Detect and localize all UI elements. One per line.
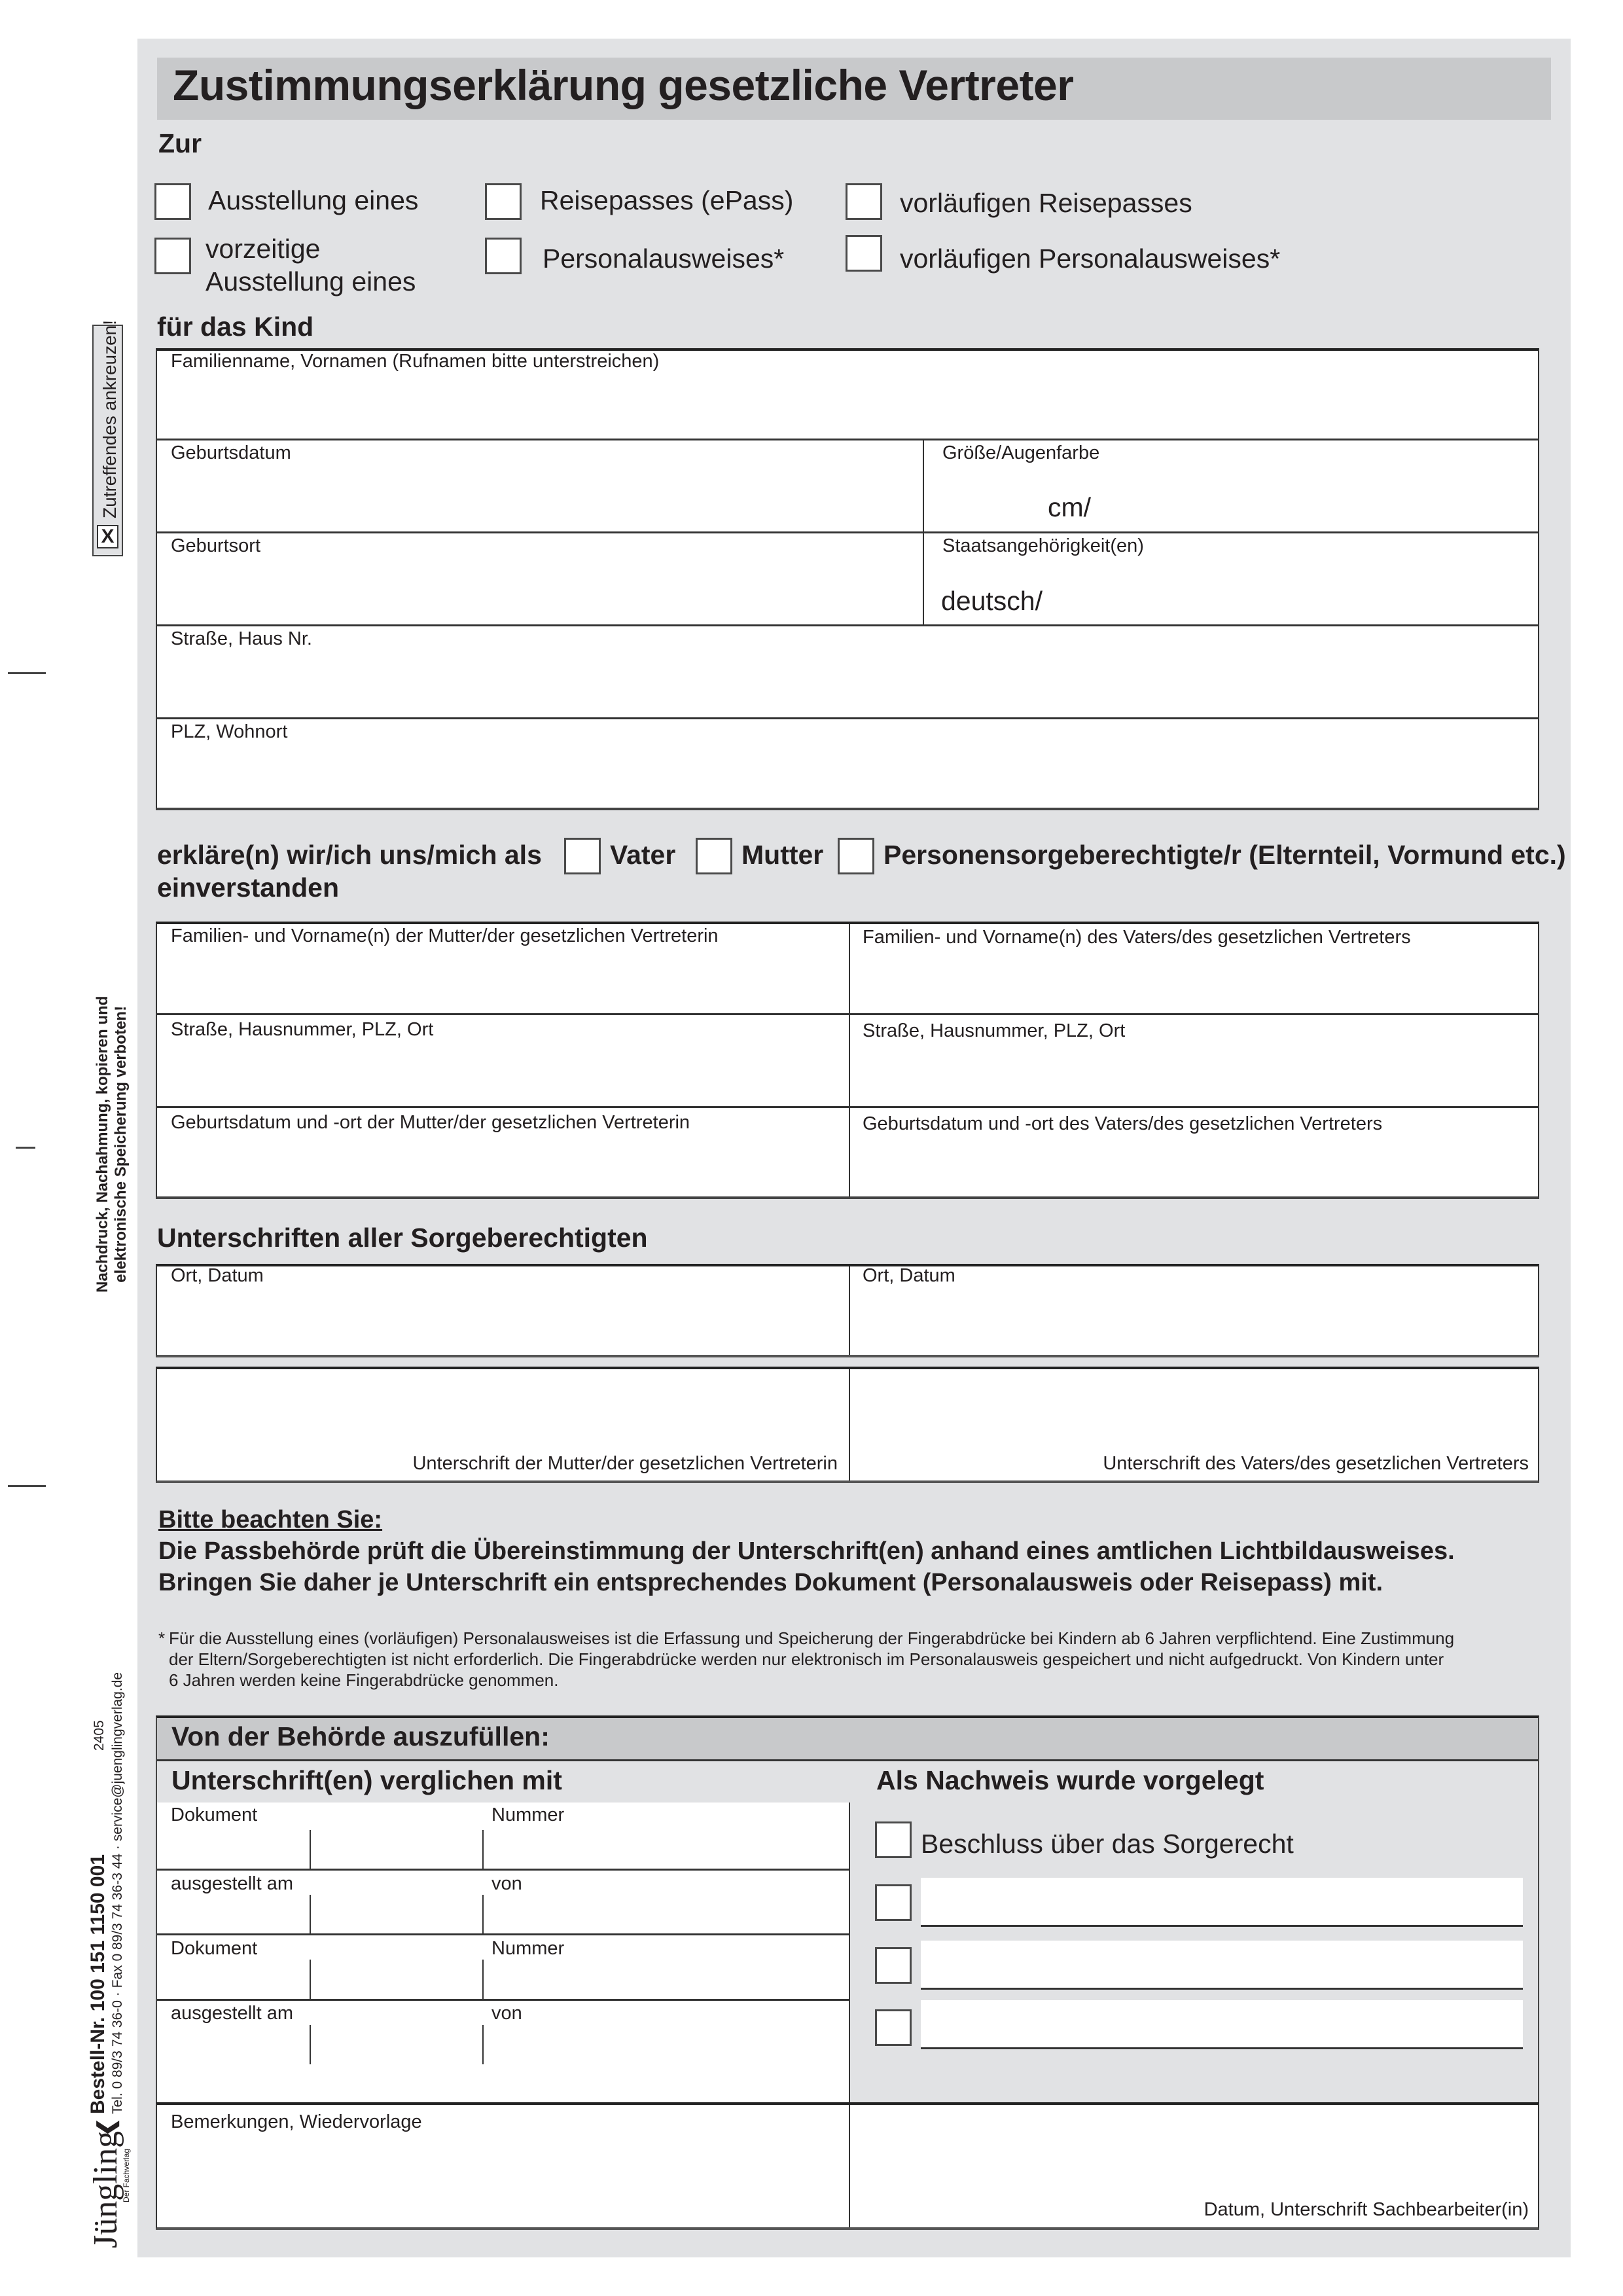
nationality-prefill: deutsch/ bbox=[941, 586, 1043, 616]
issued-by-1-field[interactable] bbox=[484, 1871, 849, 1933]
compared-heading: Unterschrift(en) verglichen mit bbox=[171, 1765, 562, 1795]
order-number: Bestell-Nr. 100 151 1150 001 bbox=[87, 1854, 109, 2114]
field-label: Dokument bbox=[171, 1938, 258, 1959]
copyright-notice bbox=[94, 996, 130, 1293]
field-label: Unterschrift der Mutter/der gesetzlichen Vertreterin bbox=[412, 1453, 838, 1474]
field-label: Bemerkungen, Wiedervorlage bbox=[171, 2111, 422, 2132]
notice-line-2: Bringen Sie daher je Unterschrift ein entsprechendes Dokument (Personalausweis oder Reisepass) mit. bbox=[158, 1569, 1383, 1596]
checkbox-label: Reisepasses (ePass) bbox=[540, 185, 794, 215]
checkbox-proof-3[interactable] bbox=[875, 1947, 912, 1984]
field-label: Familien- und Vorname(n) des Vaters/des gesetzlichen Vertreters bbox=[863, 927, 1411, 948]
x-mark-icon: X bbox=[97, 525, 118, 548]
field-label: ausgestellt am bbox=[171, 1873, 293, 1894]
proof-heading: Als Nachweis wurde vorgelegt bbox=[876, 1765, 1264, 1795]
option-label: Mutter bbox=[741, 840, 824, 870]
child-birthplace-field[interactable] bbox=[157, 533, 923, 624]
checkbox-label: vorläufigen Reisepasses bbox=[900, 188, 1192, 218]
checkbox-personalausweis[interactable] bbox=[485, 238, 522, 274]
field-label: von bbox=[491, 1873, 522, 1894]
footnote-star: * bbox=[158, 1628, 166, 1648]
option-label: Personensorgeberechtigte/r (Elternteil, Vormund etc.) bbox=[883, 840, 1566, 870]
field-label: Nummer bbox=[491, 1804, 565, 1825]
checkbox-vorzeitige-ausstellung[interactable] bbox=[154, 238, 191, 274]
proof-3-input[interactable] bbox=[921, 1941, 1523, 1990]
publisher-subtitle: Der Fachverlag bbox=[122, 2148, 131, 2202]
field-label: Geburtsort bbox=[171, 535, 260, 556]
proof-4-input[interactable] bbox=[921, 2000, 1523, 2049]
fold-mark bbox=[8, 672, 46, 674]
field-label: ausgestellt am bbox=[171, 2003, 293, 2024]
field-label: Ort, Datum bbox=[863, 1265, 955, 1286]
footnote-line: Für die Ausstellung eines (vorläufigen) Personalausweises ist die Erfassung und Speicherung der Fingerabdrücke bei Kindern ab 6 Jahren verpflichtend. Eine Zustimmung bbox=[169, 1628, 1455, 1648]
logo-chevron-icon: ❮ bbox=[94, 2117, 119, 2137]
child-heading: für das Kind bbox=[157, 312, 314, 342]
field-label: von bbox=[491, 2003, 522, 2024]
checkbox-label: Beschluss über das Sorgerecht bbox=[921, 1829, 1294, 1859]
publisher-logo: Jüngling bbox=[87, 2130, 124, 2248]
footnote bbox=[169, 1628, 1543, 1691]
field-label: PLZ, Wohnort bbox=[171, 721, 288, 742]
field-label: Ort, Datum bbox=[171, 1265, 264, 1286]
checkbox-mutter[interactable] bbox=[696, 838, 732, 874]
field-label: Unterschrift des Vaters/des gesetzlichen Vertreters bbox=[1103, 1453, 1529, 1474]
checkbox-label: vorzeitige bbox=[205, 234, 321, 264]
authority-heading: Von der Behörde auszufüllen: bbox=[171, 1721, 550, 1751]
declaration-end: einverstanden bbox=[157, 872, 339, 903]
checkbox-vorl-reisepass[interactable] bbox=[846, 183, 882, 220]
notice-heading: Bitte beachten Sie: bbox=[158, 1506, 383, 1534]
checkbox-ausstellung[interactable] bbox=[154, 183, 191, 220]
field-label: Geburtsdatum und -ort der Mutter/der gesetzlichen Vertreterin bbox=[171, 1112, 690, 1133]
checkbox-proof-2[interactable] bbox=[875, 1884, 912, 1921]
field-label: Straße, Haus Nr. bbox=[171, 628, 312, 649]
checkbox-label: Personalausweises* bbox=[543, 243, 785, 274]
field-label: Geburtsdatum bbox=[171, 442, 291, 463]
checkbox-proof-4[interactable] bbox=[875, 2009, 912, 2046]
field-label: Größe/Augenfarbe bbox=[942, 442, 1100, 463]
option-label: Vater bbox=[610, 840, 676, 870]
proof-2-input[interactable] bbox=[921, 1878, 1523, 1927]
field-label: Straße, Hausnummer, PLZ, Ort bbox=[171, 1019, 434, 1040]
child-street-field[interactable] bbox=[157, 626, 1538, 717]
punch-mark bbox=[16, 1147, 35, 1149]
footnote-line: 6 Jahren werden keine Fingerabdrücke genommen. bbox=[169, 1670, 559, 1690]
copyright-line-1: Nachdruck, Nachahmung, kopieren und bbox=[94, 996, 111, 1293]
checkbox-sorgeberechtigte[interactable] bbox=[838, 838, 874, 874]
field-label: Staatsangehörigkeit(en) bbox=[942, 535, 1144, 556]
field-label: Familien- und Vorname(n) der Mutter/der gesetzlichen Vertreterin bbox=[171, 925, 719, 946]
declaration-text: erkläre(n) wir/ich uns/mich als bbox=[157, 840, 542, 870]
notice-line-1: Die Passbehörde prüft die Übereinstimmung der Unterschrift(en) anhand eines amtlichen Lichtbildausweises. bbox=[158, 1537, 1455, 1565]
zur-heading: Zur bbox=[158, 128, 202, 158]
check-hint-text: Zutreffendes ankreuzen! bbox=[99, 319, 120, 518]
checkbox-sorgerecht-beschluss[interactable] bbox=[875, 1821, 912, 1858]
checkbox-vorl-personalausweis[interactable] bbox=[846, 235, 882, 272]
signatures-heading: Unterschriften aller Sorgeberechtigten bbox=[157, 1223, 648, 1253]
fold-mark bbox=[8, 1485, 46, 1487]
checkbox-reisepass[interactable] bbox=[485, 183, 522, 220]
copyright-line-2: elektronische Speicherung verboten! bbox=[112, 1005, 130, 1283]
field-label: Datum, Unterschrift Sachbearbeiter(in) bbox=[1204, 2199, 1529, 2220]
issued-by-2-field[interactable] bbox=[484, 2001, 849, 2064]
height-unit-text: cm/ bbox=[1048, 492, 1092, 522]
field-label: Dokument bbox=[171, 1804, 258, 1825]
checkbox-vater[interactable] bbox=[564, 838, 601, 874]
checkbox-label: Ausstellung eines bbox=[208, 185, 419, 215]
publisher-contact: Tel. 0 89/3 74 36-0 · Fax 0 89/3 74 36-3 44 · service@juenglingverlag.de bbox=[110, 1672, 125, 2114]
version-number: 2405 bbox=[92, 1720, 107, 1751]
field-label: Geburtsdatum und -ort des Vaters/des gesetzlichen Vertreters bbox=[863, 1113, 1383, 1134]
field-label: Familienname, Vornamen (Rufnamen bitte unterstreichen) bbox=[171, 351, 660, 372]
footnote-line: der Eltern/Sorgeberechtigten ist nicht erforderlich. Die Fingerabdrücke werden nur elektronisch im Personalausweis gespeichert und nicht aufgedruckt. Von Kindern unter bbox=[169, 1649, 1444, 1669]
child-zip-city-field[interactable] bbox=[157, 719, 1538, 808]
checkbox-label: Ausstellung eines bbox=[205, 266, 416, 296]
checkbox-label: vorläufigen Personalausweises* bbox=[900, 243, 1281, 274]
field-label: Nummer bbox=[491, 1938, 565, 1959]
field-label: Straße, Hausnummer, PLZ, Ort bbox=[863, 1020, 1126, 1041]
page-title: Zustimmungserklärung gesetzliche Vertreter bbox=[173, 61, 1074, 109]
